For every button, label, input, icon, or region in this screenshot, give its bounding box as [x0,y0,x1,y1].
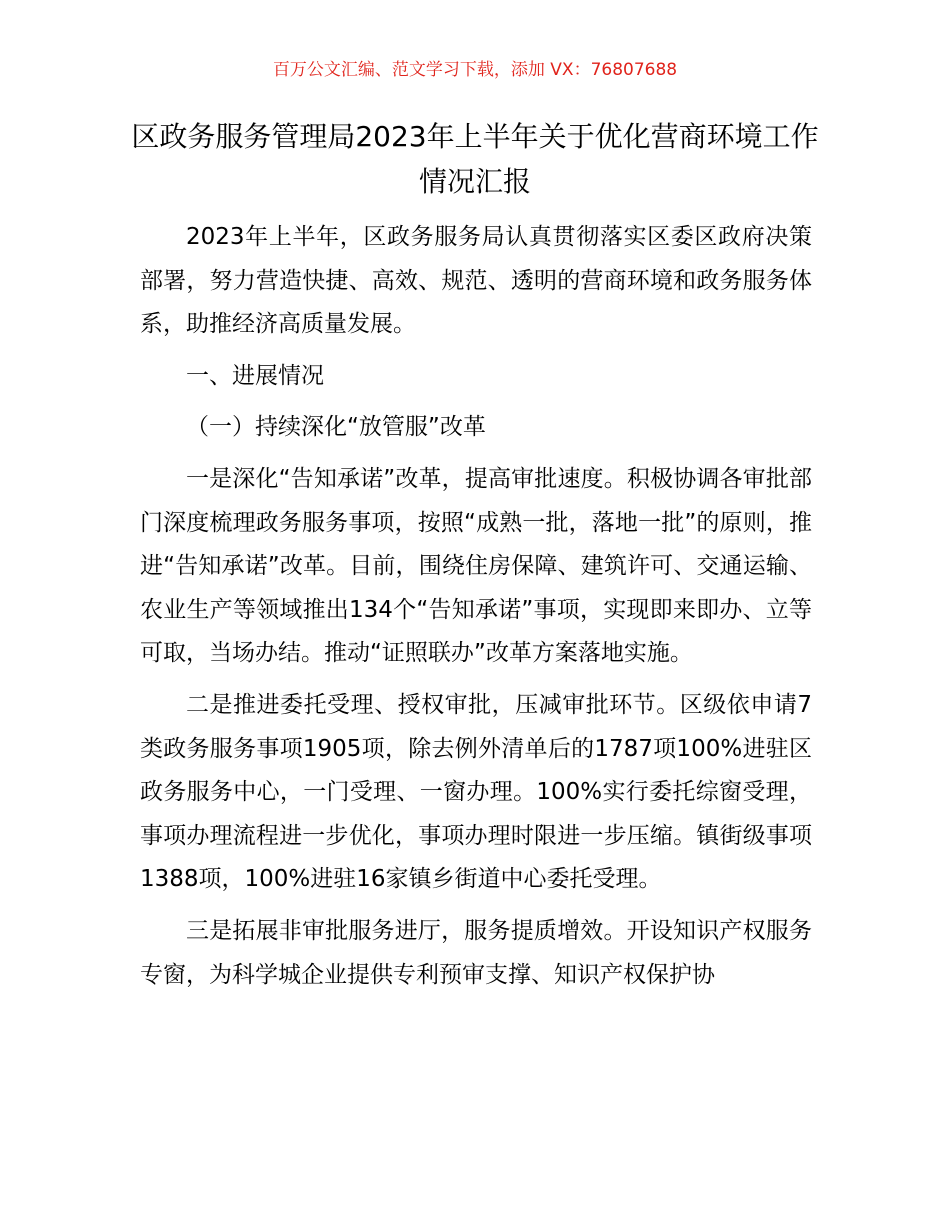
document-body [140,216,812,1005]
section-heading: 一、进展情况 [186,362,324,389]
body-paragraph: 一是深化“告知承诺”改革，提高审批速度。积极协调各审批部门深度梳理政务服务事项，按照“成熟一批，落地一批”的原则，推进“告知承诺”改革。目前，围绕住房保障、建筑许可、交通运输、农业生产等领域推出134个“告知承诺”事项，实现即来即办、立等可取，当场办结。推动“证照联办”改革方案落地实施。 [140,465,812,667]
promo-banner: 百万公文汇编、范文学习下载，添加 VX：76807688 [272,60,678,80]
body-paragraph: 三是拓展非审批服务进厅，服务提质增效。开设知识产权服务专窗，为科学城企业提供专利预审支撑、知识产权保护协 [140,917,812,988]
document-title: 区政务服务管理局2023年上半年关于优化营商环境工作情况汇报 [131,120,819,198]
subsection-heading: （一）持续深化“放管服”改革 [186,414,486,441]
intro-paragraph: 2023年上半年，区政务服务局认真贯彻落实区委区政府决策部署，努力营造快捷、高效、规范、透明的营商环境和政务服务体系，助推经济高质量发展。 [140,224,812,338]
body-paragraph: 二是推进委托受理、授权审批，压减审批环节。区级依申请7类政务服务事项1905项，除去例外清单后的1787项100%进驻区政务服务中心，一门受理、一窗办理。100%实行委托综窗受理，事项办理流程进一步优化，事项办理时限进一步压缩。镇街级事项1388项，100%进驻16家镇乡街道中心委托受理。 [140,691,812,893]
